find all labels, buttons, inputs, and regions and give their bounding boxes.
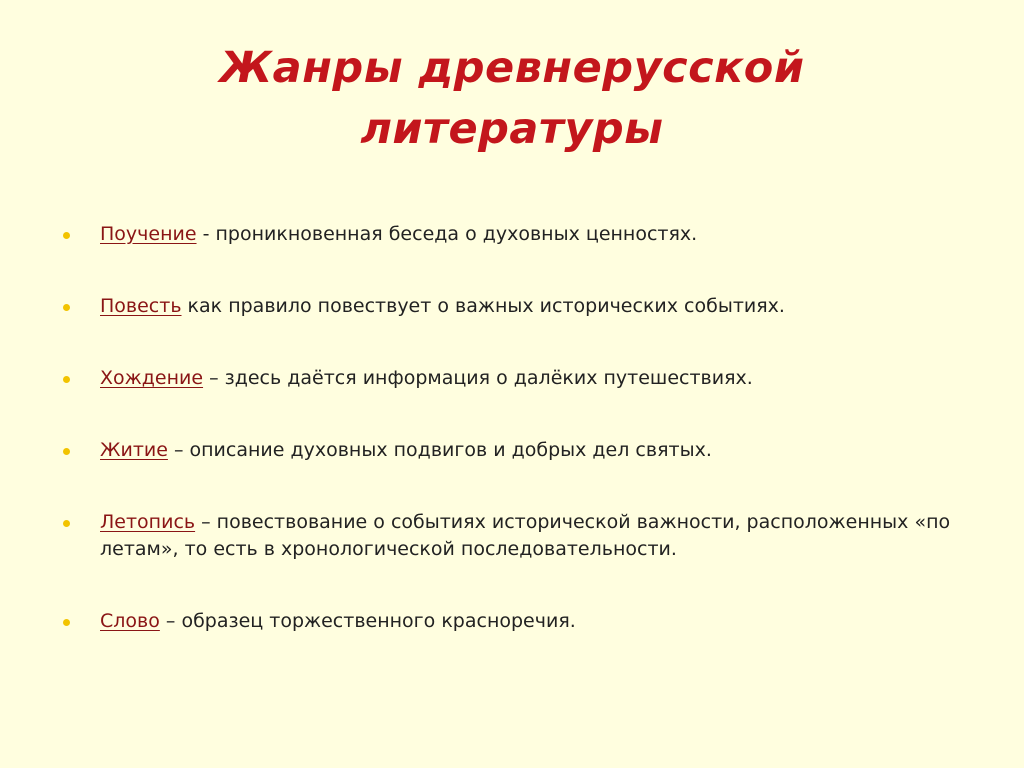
genre-term: Хождение xyxy=(100,367,204,389)
list-item-povest xyxy=(60,293,960,320)
list-item-khozhdenie xyxy=(60,365,960,392)
genre-term: Повесть xyxy=(100,295,182,317)
genre-description: – повествование о событиях исторической важности, расположенных «по летам», то есть в хронологической последовательности. xyxy=(100,511,951,560)
list-item-slovo xyxy=(60,608,960,635)
genre-term: Летопись xyxy=(100,511,196,533)
list-item-letopis xyxy=(60,509,960,563)
bullet-icon xyxy=(63,619,70,626)
genre-description: – образец торжественного красноречия. xyxy=(159,610,576,632)
genre-description: - проникновенная беседа о духовных ценностях. xyxy=(196,223,698,245)
genre-description: – здесь даётся информация о далёких путешествиях. xyxy=(203,367,753,389)
title-line-2: литературы xyxy=(360,104,664,154)
genre-description: – описание духовных подвигов и добрых дел святых. xyxy=(167,439,712,461)
bullet-icon xyxy=(63,448,70,455)
bullet-icon xyxy=(63,304,70,311)
list-item-pouchenie xyxy=(60,221,960,248)
bullet-icon xyxy=(63,232,70,239)
genre-list xyxy=(60,221,960,635)
bullet-icon xyxy=(63,376,70,383)
genre-term: Житие xyxy=(100,439,168,461)
title-line-1: Жанры древнерусской xyxy=(219,43,805,93)
genre-term: Слово xyxy=(100,610,160,632)
list-item-zhitie xyxy=(60,437,960,464)
slide-title xyxy=(0,38,1024,160)
bullet-icon xyxy=(63,520,70,527)
genre-term: Поучение xyxy=(100,223,197,245)
genre-description: как правило повествует о важных исторических событиях. xyxy=(181,295,785,317)
